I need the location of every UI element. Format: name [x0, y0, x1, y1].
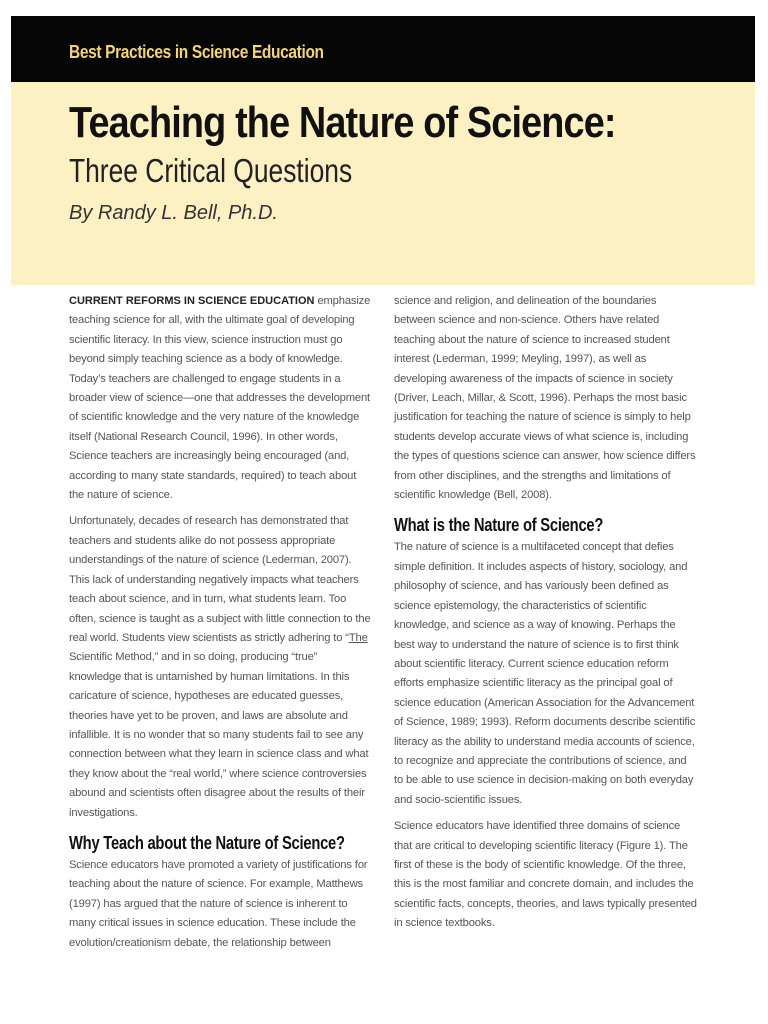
paragraph — [69, 512, 372, 823]
left-column — [69, 292, 372, 960]
article-subtitle: Three Critical Questions — [69, 152, 353, 189]
article-title: Teaching the Nature of Science: — [69, 98, 616, 147]
underlined-text: The — [348, 631, 368, 644]
series-title: Best Practices in Science Education — [69, 42, 324, 62]
paragraph: science and religion, and delineation of the boundaries between science and non-science. Others have related teaching about the nature of science to increased student interest (Lederman, 1999; Meyling, 1997), as well as developing awareness of the impacts of science in society (Driver, Leach, Millar, & Scott, 1996). Perhaps the most basic justification for teaching the nature of science is simply to help students develop accurate views of what science is, including the types of questions science can answer, how science differs from other disciplines, and the strengths and limitations of scientific knowledge (Bell, 2008). — [394, 295, 696, 502]
lead-in-caps: CURRENT REFORMS IN SCIENCE EDUCATION — [69, 295, 315, 307]
paragraph: The nature of science is a multifaceted concept that defies simple definition. It includes aspects of history, sociology, and philosophy of science, and has variously been defined as science epistemology, the characteristics of scientific knowledge, and science as a way of knowing. Perhaps the best way to understand the nature of science is to first think about scientific literacy. Current science education reform efforts emphasize scientific literacy as the principal goal of science education (American Association for the Advancement of Science, 1989; 1993). Reform documents describe scientific literacy as the ability to understand media accounts of science, to recognize and appreciate the contributions of science, and to be able to use science in decision-making on both everyday and socio-scientific issues. — [394, 541, 696, 806]
paragraph: Science educators have identified three domains of science that are critical to developing scientific literacy (Figure 1). The first of these is the body of scientific knowledge. Of the three, this is the most familiar and concrete domain, and includes the scientific facts, concepts, theories, and laws typically presented in science textbooks. — [394, 820, 697, 930]
paragraph-text: emphasize teaching science for all, with the ultimate goal of developing scientific literacy. In this view, science instruction must go beyond simply teaching science as a body of knowledge. Today’s teachers are challenged to engage students in a broader view of science—one that addresses the development of scientific knowledge and the very nature of the knowledge itself (National Research Council, 1996). In other words, Science teachers are increasingly being encouraged (and, according to many state standards, required) to teach about the nature of science. — [69, 295, 371, 502]
section-heading: Why Teach about the Nature of Science? — [69, 832, 345, 853]
right-column — [394, 292, 697, 941]
series-banner — [11, 16, 755, 82]
paragraph-text: Scientific Method,” and in so doing, producing “true” knowledge that is untarnished by human limitations. In this caricature of science, hypotheses are educated guesses, theories have yet to be proven, and laws are absolute and infallible. It is no wonder that so many students fail to see any connection between what they learn in science class and what they know about the “real world,” where science controversies abound and scientists often disagree about the results of their investigations. — [69, 651, 369, 819]
section-heading: What is the Nature of Science? — [394, 515, 604, 536]
paragraph — [69, 292, 372, 505]
title-block — [11, 82, 755, 285]
paragraph: Science educators have promoted a variety of justifications for teaching about the nature of science. For example, Matthews (1997) has argued that the nature of science is inherent to many critical issues in science education. These include the evolution/creationism debate, the relationship between — [69, 858, 368, 949]
paragraph-text: Unfortunately, decades of research has demonstrated that teachers and students alike do not possess appropriate understandings of the nature of science (Lederman, 2007). This lack of understanding negatively impacts what teachers teach about science, and in turn, what students learn. Too often, science is taught as a subject with little connection to the real world. Students view scientists as strictly adhering to “ — [69, 515, 371, 644]
author-byline: By Randy L. Bell, Ph.D. — [69, 202, 278, 224]
